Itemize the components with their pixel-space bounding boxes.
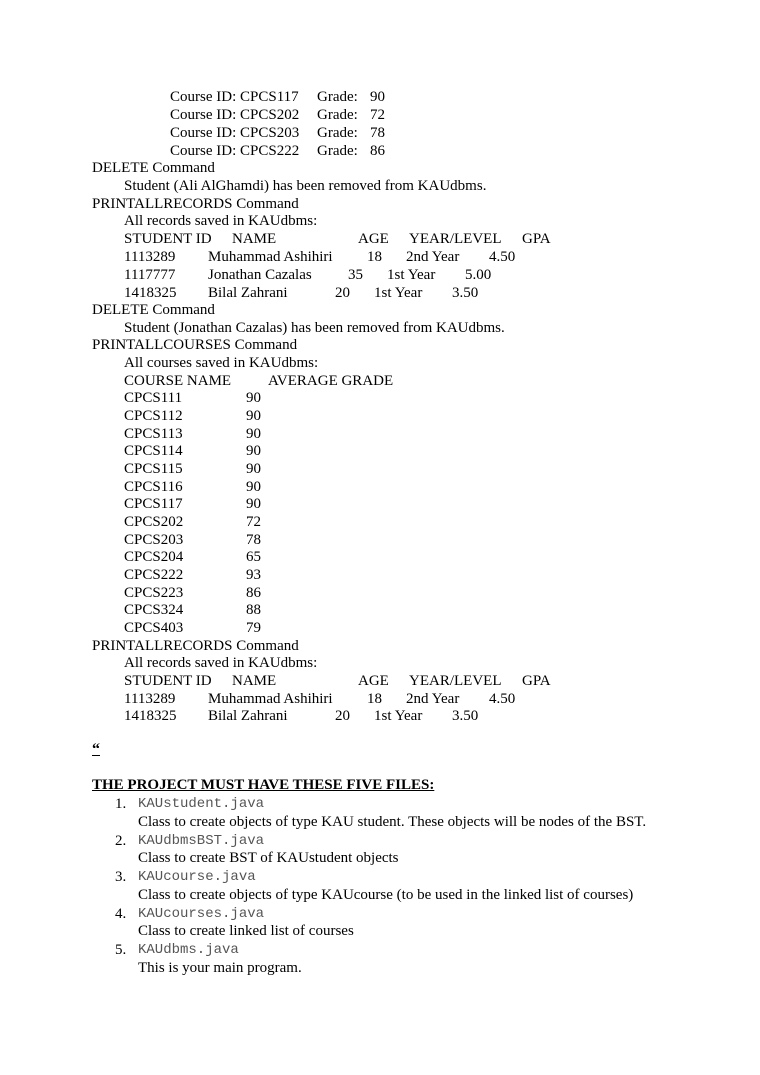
- course-grade-number: 90: [370, 89, 385, 105]
- course-row-grade: 90: [246, 426, 261, 442]
- course-grade-number: 78: [370, 125, 385, 141]
- course-row-grade: 65: [246, 549, 261, 565]
- delete-command-heading: DELETE Command: [92, 302, 215, 318]
- course-row-name: CPCS115: [124, 461, 183, 477]
- course-grade-value: Grade:: [317, 143, 358, 159]
- file-description: Class to create objects of type KAU student. These objects will be nodes of the BST.: [138, 814, 647, 830]
- header-student-id: STUDENT ID: [124, 231, 212, 247]
- course-row-name: CPCS117: [124, 496, 183, 512]
- cell-student-id: 1117777: [124, 267, 176, 283]
- course-row-name: CPCS111: [124, 390, 183, 406]
- course-row-name: CPCS204: [124, 549, 184, 565]
- course-row-name: CPCS112: [124, 408, 183, 424]
- cell-age: 18: [367, 249, 382, 265]
- file-name: KAUdbmsBST.java: [138, 833, 265, 849]
- course-row-grade: 90: [246, 461, 261, 477]
- course-row-grade: 90: [246, 443, 261, 459]
- header-age: AGE: [358, 673, 389, 689]
- cell-gpa: 4.50: [489, 249, 516, 265]
- course-row-grade: 86: [246, 585, 261, 601]
- course-grade-line: Course ID: CPCS202: [170, 107, 300, 123]
- records-saved-label: All records saved in KAUdbms:: [124, 655, 318, 671]
- course-row-grade: 90: [246, 496, 261, 512]
- course-grade-line: Course ID: CPCS117: [170, 89, 299, 105]
- course-grade-value: Grade:: [317, 89, 358, 105]
- header-name: NAME: [232, 231, 277, 247]
- printallcourses-command-heading: PRINTALLCOURSES Command: [92, 337, 298, 353]
- course-row-name: CPCS324: [124, 602, 184, 618]
- header-course-name: COURSE NAME: [124, 373, 232, 389]
- cell-student-id: 1418325: [124, 708, 177, 724]
- header-student-id: STUDENT ID: [124, 673, 212, 689]
- course-row-grade: 72: [246, 514, 261, 530]
- course-row-name: CPCS403: [124, 620, 184, 636]
- courses-saved-label: All courses saved in KAUdbms:: [124, 355, 319, 371]
- header-age: AGE: [358, 231, 389, 247]
- cell-gpa: 5.00: [465, 267, 492, 283]
- closing-quote-mark: “: [92, 741, 100, 758]
- file-number: 4.: [115, 906, 127, 922]
- cell-year-level: 2nd Year: [406, 691, 460, 707]
- course-grade-line: Course ID: CPCS222: [170, 143, 300, 159]
- course-grade-number: 72: [370, 107, 385, 123]
- file-name: KAUdbms.java: [138, 942, 239, 958]
- file-number: 2.: [115, 833, 127, 849]
- course-row-name: CPCS222: [124, 567, 184, 583]
- header-gpa: GPA: [522, 673, 551, 689]
- header-gpa: GPA: [522, 231, 551, 247]
- cell-student-id: 1113289: [124, 691, 176, 707]
- cell-name: Bilal Zahrani: [208, 708, 288, 724]
- file-name: KAUcourse.java: [138, 869, 256, 885]
- delete-message: Student (Ali AlGhamdi) has been removed from KAUdbms.: [124, 178, 487, 194]
- cell-age: 18: [367, 691, 382, 707]
- course-row-grade: 90: [246, 390, 261, 406]
- cell-year-level: 1st Year: [387, 267, 436, 283]
- course-row-grade: 78: [246, 532, 261, 548]
- course-row-grade: 79: [246, 620, 261, 636]
- course-grade-value: Grade:: [317, 125, 358, 141]
- file-name: KAUcourses.java: [138, 906, 265, 922]
- course-row-name: CPCS203: [124, 532, 184, 548]
- course-row-name: CPCS114: [124, 443, 183, 459]
- course-row-name: CPCS223: [124, 585, 184, 601]
- cell-year-level: 1st Year: [374, 708, 423, 724]
- course-row-grade: 90: [246, 408, 261, 424]
- header-average-grade: AVERAGE GRADE: [268, 373, 394, 389]
- printallrecords-command-heading: PRINTALLRECORDS Command: [92, 196, 299, 212]
- cell-name: Muhammad Ashihiri: [208, 691, 333, 707]
- course-grade-number: 86: [370, 143, 385, 159]
- file-number: 3.: [115, 869, 127, 885]
- printallrecords-command-heading: PRINTALLRECORDS Command: [92, 638, 299, 654]
- cell-year-level: 2nd Year: [406, 249, 460, 265]
- cell-name: Bilal Zahrani: [208, 285, 288, 301]
- course-row-name: CPCS116: [124, 479, 183, 495]
- records-saved-label: All records saved in KAUdbms:: [124, 213, 318, 229]
- file-number: 5.: [115, 942, 127, 958]
- course-row-name: CPCS113: [124, 426, 183, 442]
- cell-gpa: 3.50: [452, 285, 479, 301]
- course-grade-value: Grade:: [317, 107, 358, 123]
- file-description: Class to create linked list of courses: [138, 923, 354, 939]
- cell-year-level: 1st Year: [374, 285, 423, 301]
- file-name: KAUstudent.java: [138, 796, 265, 812]
- cell-age: 35: [348, 267, 363, 283]
- header-year-level: YEAR/LEVEL: [409, 673, 502, 689]
- cell-gpa: 4.50: [489, 691, 516, 707]
- file-description: Class to create BST of KAUstudent objects: [138, 850, 399, 866]
- cell-age: 20: [335, 285, 350, 301]
- course-row-name: CPCS202: [124, 514, 184, 530]
- course-row-grade: 93: [246, 567, 261, 583]
- files-section-heading: THE PROJECT MUST HAVE THESE FIVE FILES:: [92, 777, 435, 793]
- delete-command-heading: DELETE Command: [92, 160, 215, 176]
- course-row-grade: 88: [246, 602, 261, 618]
- cell-age: 20: [335, 708, 350, 724]
- cell-gpa: 3.50: [452, 708, 479, 724]
- header-year-level: YEAR/LEVEL: [409, 231, 502, 247]
- header-name: NAME: [232, 673, 277, 689]
- file-description: Class to create objects of type KAUcourse (to be used in the linked list of courses): [138, 887, 634, 903]
- file-description: This is your main program.: [138, 960, 302, 976]
- delete-message: Student (Jonathan Cazalas) has been removed from KAUdbms.: [124, 320, 505, 336]
- cell-student-id: 1418325: [124, 285, 177, 301]
- course-grade-line: Course ID: CPCS203: [170, 125, 300, 141]
- cell-name: Jonathan Cazalas: [208, 267, 312, 283]
- file-number: 1.: [115, 796, 127, 812]
- course-row-grade: 90: [246, 479, 261, 495]
- cell-student-id: 1113289: [124, 249, 176, 265]
- cell-name: Muhammad Ashihiri: [208, 249, 333, 265]
